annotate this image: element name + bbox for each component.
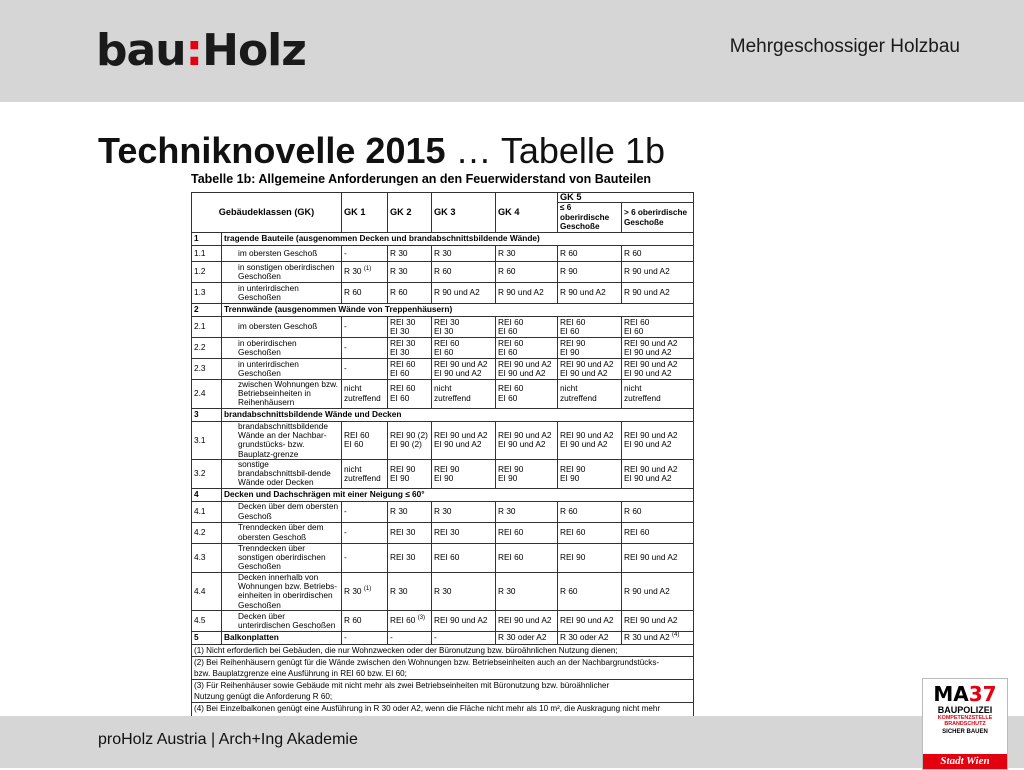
value-c4: REI 90 EI 90 xyxy=(496,459,558,488)
value-c3: REI 30 EI 30 xyxy=(432,316,496,337)
value-c1: REI 60 EI 60 xyxy=(342,421,388,459)
value-c2: R 60 xyxy=(388,282,432,303)
value-c3: REI 90 und A2 EI 90 und A2 xyxy=(432,421,496,459)
table-row xyxy=(192,337,694,358)
value-c2: REI 30 EI 30 xyxy=(388,337,432,358)
table-caption: Tabelle 1b: Allgemeine Anforderungen an den Feuerwiderstand von Bauteilen xyxy=(191,172,652,186)
value-c3: REI 90 EI 90 xyxy=(432,459,496,488)
footnote-text: (2) Bei Reihenhäusern genügt für die Wände zwischen den Wohnungen bzw. Betriebseinheiten auch an der Nachbargrundstücks- xyxy=(192,656,694,668)
value-c1: - xyxy=(342,522,388,543)
value-c3: R 30 xyxy=(432,245,496,261)
value-c4: REI 60 xyxy=(496,543,558,572)
table-row xyxy=(192,245,694,261)
footnote-row xyxy=(192,644,694,656)
value-c2: - xyxy=(388,631,432,644)
section-header-row xyxy=(192,232,694,245)
footnote-text: bzw. Bauplatzgrenze eine Ausführung in REI 60 bzw. EI 60; xyxy=(192,668,694,680)
value-c6: REI 90 und A2 EI 90 und A2 xyxy=(622,421,694,459)
footnote-text: (1) Nicht erforderlich bei Gebäuden, die nur Wohnzwecken oder der Büronutzung bzw. büroähnlichen Nutzung dienen; xyxy=(192,644,694,656)
value-c5: R 90 und A2 xyxy=(558,282,622,303)
footnote-row xyxy=(192,656,694,668)
value-c3: R 90 und A2 xyxy=(432,282,496,303)
value-c2: R 30 xyxy=(388,572,432,610)
value-c4: R 30 xyxy=(496,572,558,610)
footnote-text: Nutzung genügt die Anforderung R 60; xyxy=(192,691,694,703)
value-c2: R 30 xyxy=(388,245,432,261)
row-label: in unterirdischen Geschoßen xyxy=(222,282,342,303)
section-number: 3 xyxy=(192,408,222,421)
footer-bar xyxy=(0,716,1024,768)
table-row xyxy=(192,572,694,610)
table-row xyxy=(192,316,694,337)
header-bar xyxy=(0,0,1024,102)
value-c5: REI 90 EI 90 xyxy=(558,459,622,488)
value-c1: nicht zutreffend xyxy=(342,379,388,408)
value-c4: REI 60 xyxy=(496,522,558,543)
row-label: in oberirdischen Geschoßen xyxy=(222,337,342,358)
footnote-row xyxy=(192,679,694,691)
row-label: Trenndecken über sonstigen oberirdischen Geschoßen xyxy=(222,543,342,572)
row-number: 2.4 xyxy=(192,379,222,408)
footnote-text: (3) Für Reihenhäuser sowie Gebäude mit nicht mehr als zwei Betriebseinheiten mit Büronutzung bzw. büroähnlicher xyxy=(192,679,694,691)
header-gk5-up-to-6: ≤ 6 oberirdische Geschoße xyxy=(558,203,622,233)
value-c5: R 60 xyxy=(558,572,622,610)
value-c1: R 30 $^{(1)}$ xyxy=(342,572,388,610)
header-gk4: GK 4 xyxy=(496,193,558,233)
value-c3: REI 30 xyxy=(432,522,496,543)
value-c6: R 60 xyxy=(622,245,694,261)
value-c4: REI 90 und A2 EI 90 und A2 xyxy=(496,421,558,459)
value-c3: - xyxy=(432,631,496,644)
value-c6: R 60 xyxy=(622,501,694,522)
value-c5: REI 60 xyxy=(558,522,622,543)
value-c1: R 30 $^{(1)}$ xyxy=(342,261,388,282)
value-c5: R 60 xyxy=(558,501,622,522)
value-c6: REI 60 xyxy=(622,522,694,543)
row-number: 4.1 xyxy=(192,501,222,522)
row-number: 4.4 xyxy=(192,572,222,610)
section-header-row xyxy=(192,488,694,501)
value-c1: - xyxy=(342,245,388,261)
value-c2: REI 30 xyxy=(388,522,432,543)
value-c2: REI 90 (2) EI 90 (2) xyxy=(388,421,432,459)
row-label: Decken über dem obersten Geschoß xyxy=(222,501,342,522)
value-c3: R 30 xyxy=(432,501,496,522)
header-gk5: GK 5 xyxy=(558,193,694,203)
value-c4: REI 90 und A2 EI 90 und A2 xyxy=(496,358,558,379)
row-label: im obersten Geschoß xyxy=(222,316,342,337)
value-c1: R 60 xyxy=(342,610,388,631)
section-title: brandabschnittsbildende Wände und Decken xyxy=(222,408,694,421)
header-building-class: Gebäudeklassen (GK) xyxy=(192,193,342,233)
footnote-text: (4) Bei Einzelbalkonen genügt eine Ausführung in R 30 oder A2, wenn die Fläche nicht mehr als 10 m², die Auskragung nicht mehr xyxy=(192,702,694,714)
value-c3: REI 60 EI 60 xyxy=(432,337,496,358)
row-label: in unterirdischen Geschoßen xyxy=(222,358,342,379)
row-number: 4.5 xyxy=(192,610,222,631)
header-gk5-over-6: > 6 oberirdische Geschoße xyxy=(622,203,694,233)
table-row xyxy=(192,358,694,379)
value-c3: REI 90 und A2 xyxy=(432,610,496,631)
value-c1: - xyxy=(342,316,388,337)
value-c6: R 30 und A2 $^{(4)}$ xyxy=(622,631,694,644)
row-label: Trenndecken über dem obersten Geschoß xyxy=(222,522,342,543)
value-c5: REI 90 xyxy=(558,543,622,572)
value-c5: REI 90 und A2 EI 90 und A2 xyxy=(558,358,622,379)
section-number: 1 xyxy=(192,232,222,245)
row-number: 1.3 xyxy=(192,282,222,303)
value-c4: REI 90 und A2 xyxy=(496,610,558,631)
header-gk3: GK 3 xyxy=(432,193,496,233)
value-c1: - xyxy=(342,358,388,379)
value-c5: REI 60 EI 60 xyxy=(558,316,622,337)
value-c5: R 60 xyxy=(558,245,622,261)
section-number: 2 xyxy=(192,303,222,316)
value-c4: REI 60 EI 60 xyxy=(496,379,558,408)
footer-text: proHolz Austria | Arch+Ing Akademie xyxy=(98,731,358,748)
value-c4: REI 60 EI 60 xyxy=(496,337,558,358)
value-c6: nicht zutreffend xyxy=(622,379,694,408)
bauholz-logo: bau:Holz xyxy=(96,25,306,76)
value-c6: REI 90 und A2 EI 90 und A2 xyxy=(622,358,694,379)
balkon-row xyxy=(192,631,694,644)
value-c1: - xyxy=(342,543,388,572)
table-row xyxy=(192,501,694,522)
value-c2: REI 30 EI 30 xyxy=(388,316,432,337)
value-c2: REI 60 EI 60 xyxy=(388,358,432,379)
table-row xyxy=(192,421,694,459)
row-number: 3.1 xyxy=(192,421,222,459)
value-c5: nicht zutreffend xyxy=(558,379,622,408)
table-row xyxy=(192,261,694,282)
footnote-row xyxy=(192,691,694,703)
header-subtitle: Mehrgeschossiger Holzbau xyxy=(729,36,960,57)
value-c4: R 60 xyxy=(496,261,558,282)
row-number: 1.1 xyxy=(192,245,222,261)
header-gk1: GK 1 xyxy=(342,193,388,233)
value-c6: R 90 und A2 xyxy=(622,261,694,282)
section-number: 4 xyxy=(192,488,222,501)
value-c5: REI 90 und A2 EI 90 und A2 xyxy=(558,421,622,459)
value-c6: REI 90 und A2 xyxy=(622,543,694,572)
table-row xyxy=(192,522,694,543)
value-c6: REI 90 und A2 EI 90 und A2 xyxy=(622,337,694,358)
fire-resistance-table xyxy=(191,192,693,726)
section-title: tragende Bauteile (ausgenommen Decken und brandabschnittsbildende Wände) xyxy=(222,232,694,245)
footnote-row xyxy=(192,668,694,680)
table-row xyxy=(192,543,694,572)
footnote-row xyxy=(192,702,694,714)
row-number: 2.3 xyxy=(192,358,222,379)
value-c2: REI 90 EI 90 xyxy=(388,459,432,488)
value-c2: R 30 xyxy=(388,261,432,282)
section-header-row xyxy=(192,408,694,421)
value-c4: R 30 xyxy=(496,245,558,261)
row-number: 4.3 xyxy=(192,543,222,572)
row-label: Decken innerhalb von Wohnungen bzw. Betriebs-einheiten in oberirdischen Geschoßen xyxy=(222,572,342,610)
value-c2: REI 60 $^{(3)}$ xyxy=(388,610,432,631)
value-c3: nicht zutreffend xyxy=(432,379,496,408)
value-c1: - xyxy=(342,337,388,358)
row-label: sonstige brandabschnittsbil-dende Wände oder Decken xyxy=(222,459,342,488)
value-c5: R 90 xyxy=(558,261,622,282)
slide-title: Techniknovelle 2015 … Tabelle 1b xyxy=(98,130,665,171)
value-c3: R 30 xyxy=(432,572,496,610)
value-c6: REI 60 EI 60 xyxy=(622,316,694,337)
row-number: 2.1 xyxy=(192,316,222,337)
value-c3: REI 60 xyxy=(432,543,496,572)
value-c4: R 30 oder A2 xyxy=(496,631,558,644)
header-gk2: GK 2 xyxy=(388,193,432,233)
value-c6: REI 90 und A2 xyxy=(622,610,694,631)
table-row xyxy=(192,379,694,408)
row-number: 2.2 xyxy=(192,337,222,358)
section-number: 5 xyxy=(192,631,222,644)
value-c3: REI 90 und A2 EI 90 und A2 xyxy=(432,358,496,379)
value-c4: REI 60 EI 60 xyxy=(496,316,558,337)
table-row xyxy=(192,282,694,303)
row-label: im obersten Geschoß xyxy=(222,245,342,261)
value-c1: nicht zutreffend xyxy=(342,459,388,488)
value-c4: R 90 und A2 xyxy=(496,282,558,303)
section-title: Balkonplatten xyxy=(222,631,342,644)
table-row xyxy=(192,459,694,488)
value-c5: REI 90 EI 90 xyxy=(558,337,622,358)
value-c5: R 30 oder A2 xyxy=(558,631,622,644)
section-title: Trennwände (ausgenommen Wände von Treppenhäusern) xyxy=(222,303,694,316)
section-header-row xyxy=(192,303,694,316)
row-label: in sonstigen oberirdischen Geschoßen xyxy=(222,261,342,282)
value-c6: R 90 und A2 xyxy=(622,572,694,610)
row-label: brandabschnittsbildende Wände an der Nachbar-grundstücks- bzw. Bauplatz-grenze xyxy=(222,421,342,459)
value-c1: - xyxy=(342,631,388,644)
row-number: 1.2 xyxy=(192,261,222,282)
ma37-baupolizei-logo: MA37 BAUPOLIZEI KOMPETENZSTELLE BRANDSCHUTZ SICHER BAUEN Stadt Wien xyxy=(922,678,1008,770)
value-c3: R 60 xyxy=(432,261,496,282)
value-c2: R 30 xyxy=(388,501,432,522)
value-c6: REI 90 und A2 EI 90 und A2 xyxy=(622,459,694,488)
value-c6: R 90 und A2 xyxy=(622,282,694,303)
value-c2: REI 60 EI 60 xyxy=(388,379,432,408)
value-c2: REI 30 xyxy=(388,543,432,572)
row-label: zwischen Wohnungen bzw. Betriebseinheiten in Reihenhäusern xyxy=(222,379,342,408)
value-c1: R 60 xyxy=(342,282,388,303)
row-label: Decken über unterirdischen Geschoßen xyxy=(222,610,342,631)
row-number: 4.2 xyxy=(192,522,222,543)
value-c4: R 30 xyxy=(496,501,558,522)
table-row xyxy=(192,610,694,631)
row-number: 3.2 xyxy=(192,459,222,488)
value-c1: - xyxy=(342,501,388,522)
value-c5: REI 90 und A2 xyxy=(558,610,622,631)
section-title: Decken und Dachschrägen mit einer Neigung ≤ 60° xyxy=(222,488,694,501)
